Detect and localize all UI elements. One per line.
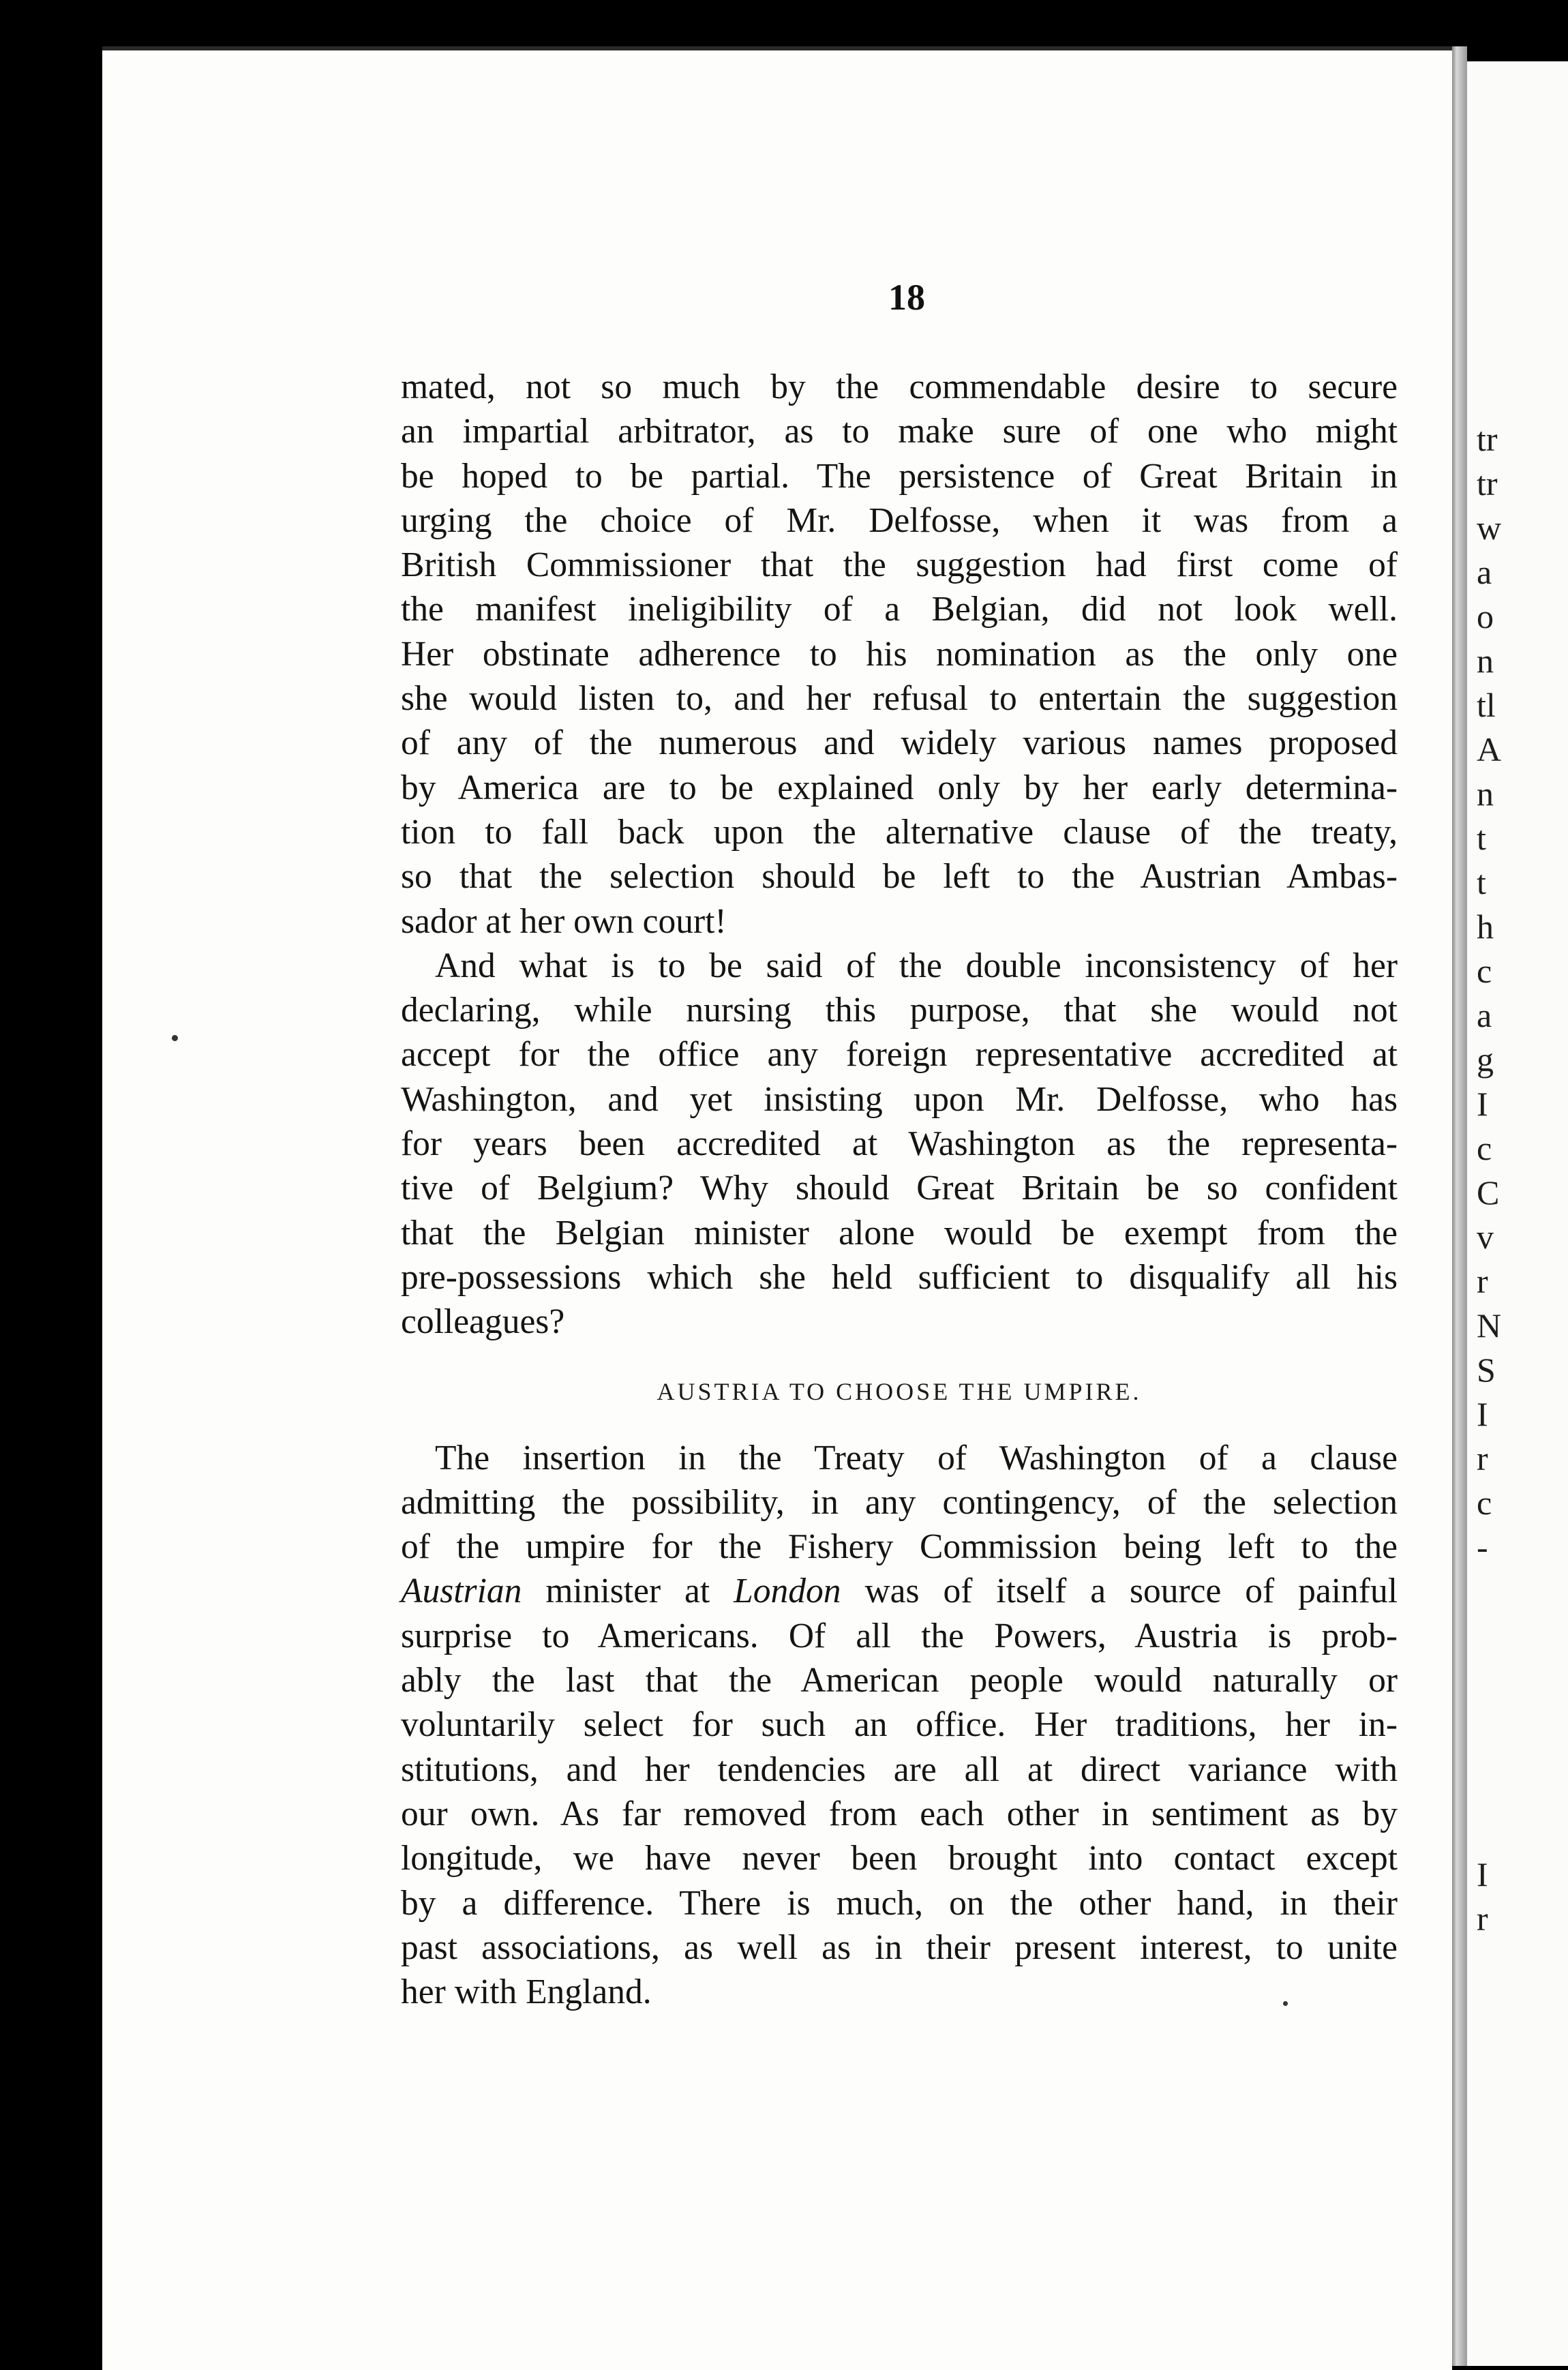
- fragment-text: c: [1477, 952, 1492, 990]
- text-line: sador at her own court!: [401, 901, 727, 941]
- ink-speck: [172, 1035, 178, 1041]
- text-line: her with England.: [401, 1972, 652, 2012]
- text-line: urging the choice of Mr. Delfosse, when it was from a: [401, 500, 1398, 540]
- text-line: voluntarily select for such an office. Her traditions, her in-: [401, 1705, 1398, 1745]
- text-line: past associations, as well as in their present interest, to unite: [401, 1927, 1398, 1967]
- fragment-text: N: [1477, 1306, 1502, 1345]
- text-run: was of itself a source of painful: [841, 1572, 1398, 1611]
- fragment-text: tr: [1477, 464, 1498, 502]
- body-text: [401, 365, 1398, 2014]
- text-line: surprise to Americans. Of all the Powers, Austria is prob-: [401, 1616, 1398, 1655]
- fragment-text: S: [1477, 1351, 1496, 1389]
- text-line: by a difference. There is much, on the other hand, in their: [401, 1883, 1398, 1923]
- text-line: the manifest ineligibility of a Belgian, did not look well.: [401, 590, 1398, 629]
- section-heading: AUSTRIA TO CHOOSE THE UMPIRE.: [657, 1377, 1142, 1405]
- text-line: Washington, and yet insisting upon Mr. Delfosse, who has: [401, 1079, 1398, 1119]
- text-line: tion to fall back upon the alternative clause of the treaty,: [401, 812, 1398, 852]
- fragment-text: I: [1477, 1855, 1488, 1893]
- paragraph-2: [401, 944, 1398, 1345]
- text-run: minister at: [522, 1572, 734, 1611]
- text-line: admitting the possibility, in any contingency, of the selection: [401, 1482, 1398, 1522]
- text-line: she would listen to, and her refusal to entertain the suggestion: [401, 679, 1398, 719]
- text-line: Her obstinate adherence to his nomination as the only one: [401, 634, 1398, 674]
- text-line: by America are to be explained only by her early determina-: [401, 768, 1398, 807]
- fragment-text: r: [1477, 1900, 1488, 1938]
- fragment-text: n: [1477, 642, 1494, 680]
- text-line: an impartial arbitrator, as to make sure of one who might: [401, 412, 1398, 451]
- italic-word: London: [734, 1572, 841, 1611]
- fragment-text: A: [1477, 730, 1502, 768]
- fragment-text: I: [1477, 1085, 1488, 1123]
- fragment-text: n: [1477, 775, 1494, 813]
- paragraph-3: [401, 1436, 1398, 2015]
- fragment-text: g: [1477, 1040, 1494, 1079]
- fragment-text: r: [1477, 1262, 1488, 1300]
- text-line: so that the selection should be left to the Austrian Ambas-: [401, 857, 1398, 897]
- fragment-text: C: [1477, 1173, 1500, 1212]
- fragment-text: t: [1477, 819, 1486, 857]
- fragment-text: tl: [1477, 686, 1496, 724]
- text-line: stitutions, and her tendencies are all at direct variance with: [401, 1750, 1398, 1789]
- fragment-text: c: [1477, 1129, 1492, 1167]
- text-line: for years been accredited at Washington as the representa-: [401, 1124, 1398, 1164]
- fragment-text: t: [1477, 863, 1486, 901]
- fragment-text: a: [1477, 553, 1492, 591]
- fragment-text: o: [1477, 597, 1494, 635]
- page-edge: [1452, 46, 1467, 2366]
- text-line: British Commissioner that the suggestion had first come of: [401, 545, 1398, 585]
- fragment-text: r: [1477, 1439, 1488, 1478]
- text-line: mated, not so much by the commendable desire to secure: [401, 368, 1398, 406]
- paragraph-1: [401, 365, 1398, 944]
- fragment-text: -: [1477, 1528, 1488, 1566]
- page-number: 18: [888, 277, 925, 318]
- text-line: our own. As far removed from each other in sentiment as by: [401, 1794, 1398, 1833]
- text-line: longitude, we have never been brought into contact except: [401, 1839, 1398, 1878]
- text-line: that the Belgian minister alone would be exempt from the: [401, 1213, 1398, 1252]
- ink-speck: [1283, 2001, 1288, 2006]
- fragment-text: v: [1477, 1218, 1494, 1256]
- text-line: accept for the office any foreign representative accredited at: [401, 1035, 1398, 1075]
- fragment-text: h: [1477, 907, 1494, 946]
- text-line: be hoped to be partial. The persistence of Great Britain in: [401, 456, 1398, 496]
- fragment-text: tr: [1477, 420, 1498, 458]
- text-line-with-italics: [401, 1569, 1398, 1613]
- fragment-text: w: [1477, 509, 1502, 547]
- text-line: ably the last that the American people would naturally or: [401, 1661, 1398, 1700]
- adjacent-page-fragment: [1467, 61, 1568, 2366]
- fragment-text: I: [1477, 1395, 1488, 1433]
- fragment-text: c: [1477, 1484, 1492, 1522]
- text-line: And what is to be said of the double inconsistency of her: [435, 946, 1398, 985]
- text-line: tive of Belgium? Why should Great Britain be so confident: [401, 1169, 1398, 1208]
- text-line: declaring, while nursing this purpose, that she would not: [401, 991, 1398, 1030]
- text-line: The insertion in the Treaty of Washington of a clause: [435, 1438, 1398, 1478]
- fragment-text: a: [1477, 996, 1492, 1034]
- italic-word: Austrian: [401, 1572, 522, 1611]
- text-line: pre-possessions which she held sufficient to disqualify all his: [401, 1257, 1398, 1297]
- text-line: of any of the numerous and widely various names proposed: [401, 723, 1398, 763]
- text-line: colleagues?: [401, 1302, 565, 1342]
- text-line: of the umpire for the Fishery Commission being left to the: [401, 1527, 1398, 1567]
